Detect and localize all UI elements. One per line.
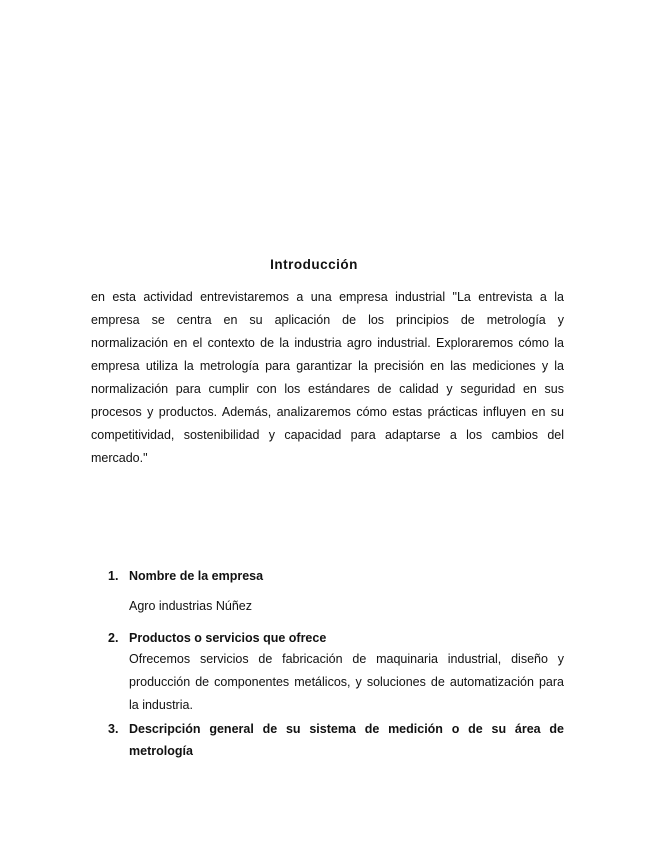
intro-line: mercado." [91,451,148,465]
intro-paragraph [91,286,564,470]
list-number: 2. [108,631,119,645]
list-number: 3. [108,722,119,736]
list-body-line: Ofrecemos servicios de fabricación de maquinaria industrial, diseño y [129,652,564,666]
list-heading: Descripción general de su sistema de medición o de su área de [129,722,564,736]
intro-line: en esta actividad entrevistaremos a una empresa industrial "La entrevista a la [91,290,564,304]
intro-line: normalización para cumplir con los estándares de calidad y seguridad en sus [91,382,564,396]
list-item-measurement-system [108,718,564,762]
list-body-line: Agro industrias Núñez [129,599,252,613]
intro-line: empresa se centra en su aplicación de los principios de metrología y [91,313,564,327]
list-body [129,648,564,717]
list-number: 1. [108,569,119,583]
list-item-company-name [108,566,564,628]
list-body [129,595,564,618]
list-body-line: producción de componentes metálicos, y soluciones de automatización para [129,675,564,689]
list-heading: Productos o servicios que ofrece [129,631,327,645]
list-heading: Nombre de la empresa [129,569,264,583]
list-item-products [108,628,564,718]
intro-line: empresa utiliza la metrología para garantizar la precisión en las mediciones y la [91,359,564,373]
list-heading: metrología [129,744,193,758]
intro-line: procesos y productos. Además, analizaremos cómo estas prácticas influyen en su [91,405,564,419]
intro-line: normalización en el contexto de la industria agro industrial. Exploraremos cómo la [91,336,564,350]
intro-line: competitividad, sostenibilidad y capacidad para adaptarse a los cambios del [91,428,564,442]
list-body-line: la industria. [129,698,193,712]
numbered-list [108,566,564,762]
page-title: Introducción [270,257,358,272]
